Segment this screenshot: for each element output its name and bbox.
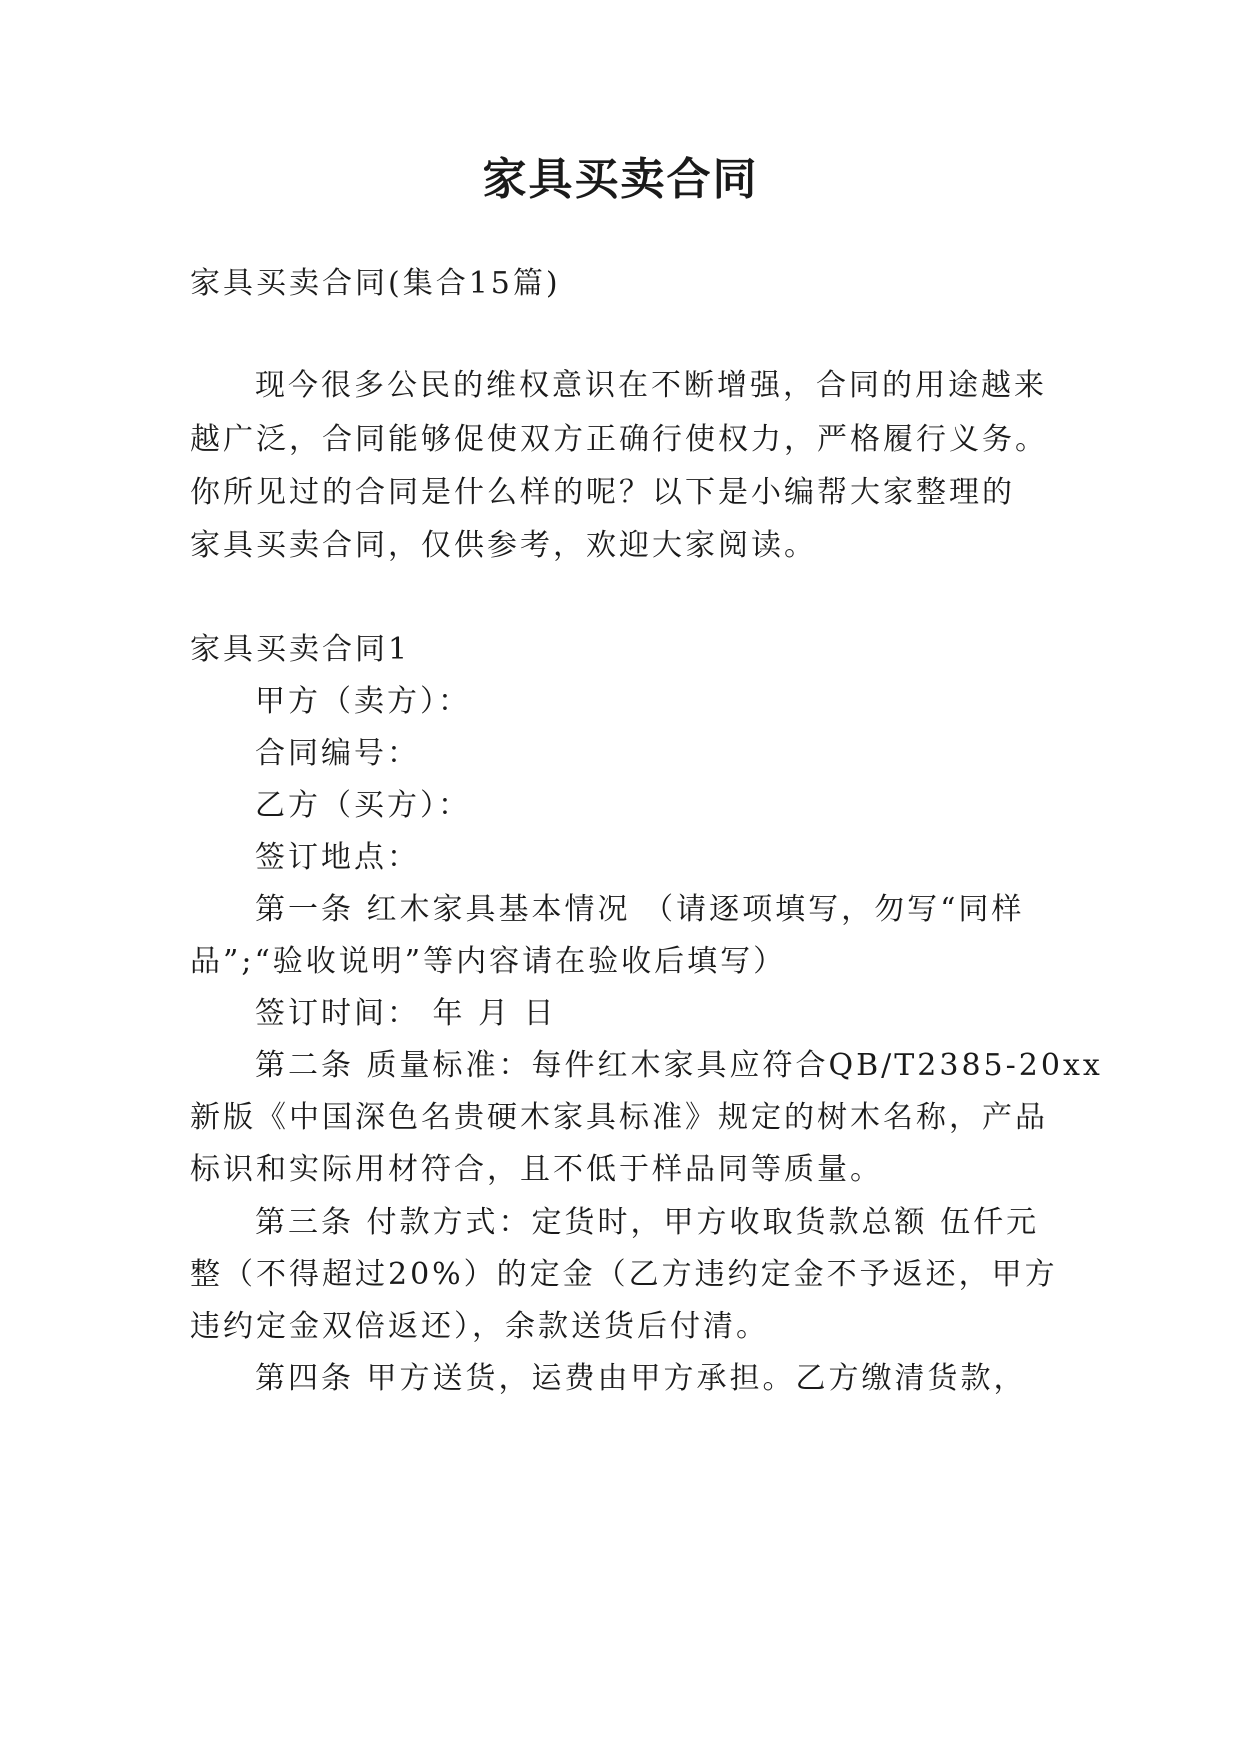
document-title: 家具买卖合同	[482, 154, 759, 205]
article-1-line-1: 第一条 红木家具基本情况 （请逐项填写，勿写“同样	[255, 892, 1025, 927]
field-party-b: 乙方（买方）：	[255, 788, 471, 823]
field-contract-no: 合同编号：	[255, 736, 420, 771]
article-4-line-1: 第四条 甲方送货，运费由甲方承担。乙方缴清货款，	[255, 1361, 1027, 1396]
field-party-a: 甲方（卖方）：	[255, 684, 471, 719]
intro-line-2: 越广泛，合同能够促使双方正确行使权力，严格履行义务。	[190, 422, 1048, 457]
document-subtitle: 家具买卖合同(集合15篇)	[190, 266, 561, 301]
intro-line-1: 现今很多公民的维权意识在不断增强，合同的用途越来	[255, 368, 1047, 403]
section-heading: 家具买卖合同1	[190, 632, 411, 667]
article-2-line-1: 第二条 质量标准：每件红木家具应符合QB/T2385-20xx	[255, 1048, 1103, 1083]
article-3-line-1: 第三条 付款方式：定货时，甲方收取货款总额 伍仟元	[255, 1205, 1040, 1240]
article-1-line-2: 品”;“验收说明”等内容请在验收后填写）	[190, 944, 787, 979]
article-3-line-3: 违约定金双倍返还），余款送货后付清。	[190, 1309, 769, 1344]
sign-time: 签订时间： 年 月 日	[255, 996, 557, 1031]
field-sign-place: 签订地点：	[255, 840, 420, 875]
article-2-line-2: 新版《中国深色名贵硬木家具标准》规定的树木名称，产品	[190, 1100, 1048, 1135]
article-2-line-3: 标识和实际用材符合，且不低于样品同等质量。	[190, 1152, 883, 1187]
article-3-line-2: 整（不得超过20%）的定金（乙方违约定金不予返还，甲方	[190, 1257, 1058, 1292]
intro-line-4: 家具买卖合同，仅供参考，欢迎大家阅读。	[190, 528, 817, 563]
intro-line-3: 你所见过的合同是什么样的呢？以下是小编帮大家整理的	[190, 475, 1015, 510]
